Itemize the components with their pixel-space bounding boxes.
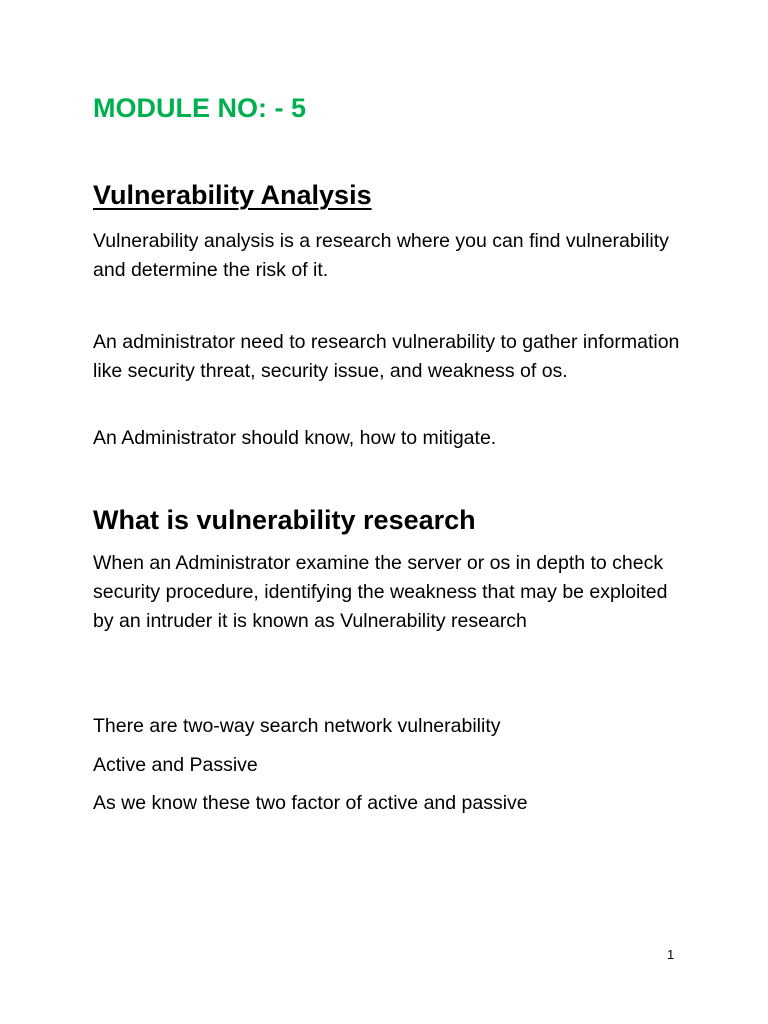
two-factor-paragraph: As we know these two factor of active and passive [93, 792, 528, 814]
vulnerability-analysis-title: Vulnerability Analysis [93, 180, 372, 210]
administrator-research-paragraph: An administrator need to research vulnerability to gather information like security threat, security issue, and weakness of os. [93, 331, 680, 382]
vulnerability-analysis-definition: Vulnerability analysis is a research where you can find vulnerability and determine the risk of it. [93, 230, 669, 281]
vulnerability-research-title: What is vulnerability research [93, 505, 476, 535]
administrator-mitigate-paragraph: An Administrator should know, how to mitigate. [93, 427, 497, 449]
vulnerability-research-definition: When an Administrator examine the server or os in depth to check security procedure, identifying the weakness that may be exploited by an intruder it is known as Vulnerability research [93, 552, 668, 632]
two-way-search-paragraph: There are two-way search network vulnerability [93, 715, 501, 737]
active-passive-paragraph: Active and Passive [93, 754, 258, 776]
module-number-heading: MODULE NO: - 5 [93, 93, 306, 123]
page-number: 1 [667, 947, 675, 962]
